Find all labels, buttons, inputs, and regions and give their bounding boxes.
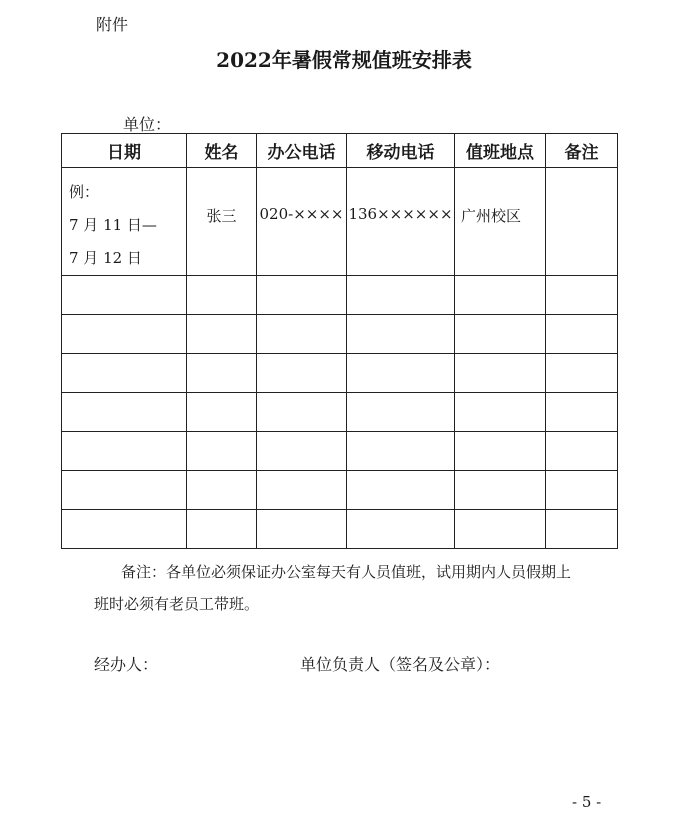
example-name-cell (187, 168, 257, 276)
blank-rows (62, 276, 618, 549)
example-date-line: 7 月 12 日 (69, 249, 142, 267)
header-mobile-phone: 移动电话 (347, 134, 455, 168)
page-number: - 5 - (572, 793, 602, 811)
table-row (62, 471, 618, 510)
empty-cell (455, 276, 546, 315)
empty-cell (455, 432, 546, 471)
empty-cell (546, 471, 618, 510)
empty-cell (455, 471, 546, 510)
duty-schedule-table (61, 133, 618, 549)
attachment-label: 附件 (96, 15, 129, 34)
example-mobile-phone-cell (347, 168, 455, 276)
table-row (62, 510, 618, 549)
empty-cell (347, 510, 455, 549)
note-line: 班时必须有老员工带班。 (94, 595, 260, 613)
empty-cell (455, 393, 546, 432)
example-mobile-phone: 136×××××× (348, 205, 453, 223)
empty-cell (347, 432, 455, 471)
header-remark: 备注 (546, 134, 618, 168)
empty-cell (187, 471, 257, 510)
empty-cell (257, 276, 347, 315)
empty-cell (257, 393, 347, 432)
empty-cell (347, 315, 455, 354)
header-office-phone: 办公电话 (257, 134, 347, 168)
example-date-cell (62, 168, 187, 276)
empty-cell (347, 276, 455, 315)
empty-cell (62, 354, 187, 393)
table-row (62, 393, 618, 432)
table-row (62, 432, 618, 471)
document-title: 2022年暑假常规值班安排表 (216, 48, 472, 72)
empty-cell (455, 354, 546, 393)
example-date-line: 7 月 11 日— (69, 216, 157, 234)
empty-cell (62, 471, 187, 510)
empty-cell (455, 510, 546, 549)
handler-label: 经办人： (94, 655, 159, 674)
example-office-phone: 020-×××× (259, 205, 344, 223)
example-location: 广州校区 (461, 207, 522, 225)
empty-cell (546, 315, 618, 354)
empty-cell (257, 510, 347, 549)
table-row (62, 315, 618, 354)
example-office-phone-cell (257, 168, 347, 276)
table-row (62, 276, 618, 315)
empty-cell (347, 471, 455, 510)
example-remark-cell (546, 168, 618, 276)
empty-cell (257, 315, 347, 354)
empty-cell (62, 510, 187, 549)
empty-cell (455, 315, 546, 354)
table-header-row (62, 134, 618, 168)
example-name: 张三 (206, 207, 237, 225)
example-date-line: 例： (69, 183, 100, 201)
empty-cell (187, 315, 257, 354)
unit-label: 单位： (123, 115, 172, 134)
empty-cell (62, 315, 187, 354)
header-date: 日期 (62, 134, 187, 168)
empty-cell (347, 354, 455, 393)
leader-signature-label: 单位负责人（签名及公章）： (300, 655, 501, 674)
empty-cell (257, 432, 347, 471)
empty-cell (62, 276, 187, 315)
empty-cell (546, 510, 618, 549)
header-name: 姓名 (187, 134, 257, 168)
example-location-cell (455, 168, 546, 276)
empty-cell (187, 510, 257, 549)
note-line: 备注：各单位必须保证办公室每天有人员值班，试用期内人员假期上 (121, 563, 572, 581)
empty-cell (546, 432, 618, 471)
empty-cell (347, 393, 455, 432)
empty-cell (257, 354, 347, 393)
empty-cell (62, 393, 187, 432)
empty-cell (187, 432, 257, 471)
header-location: 值班地点 (455, 134, 546, 168)
example-row (62, 168, 618, 276)
empty-cell (187, 393, 257, 432)
table-row (62, 354, 618, 393)
empty-cell (546, 354, 618, 393)
note (94, 556, 614, 620)
empty-cell (187, 354, 257, 393)
empty-cell (257, 471, 347, 510)
empty-cell (546, 276, 618, 315)
empty-cell (62, 432, 187, 471)
empty-cell (546, 393, 618, 432)
empty-cell (187, 276, 257, 315)
